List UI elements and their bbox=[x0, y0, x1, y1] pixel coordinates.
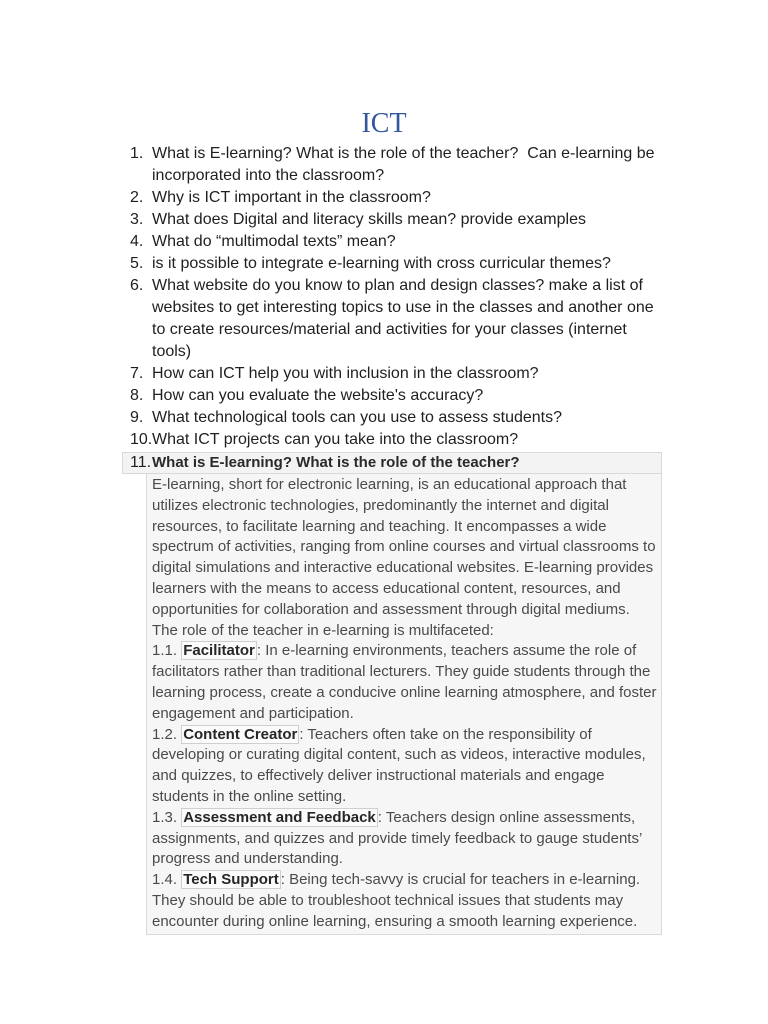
question-item bbox=[130, 407, 670, 429]
answer-line bbox=[152, 787, 656, 808]
question-number: 6. bbox=[130, 277, 144, 294]
question-item bbox=[130, 385, 670, 407]
question-item bbox=[130, 187, 670, 209]
question-number: 3. bbox=[130, 211, 144, 228]
question-item bbox=[130, 231, 670, 253]
answer-heading-row bbox=[122, 452, 662, 474]
answer-line bbox=[152, 475, 656, 496]
text-segment: learners with the means to access educational content, resources, and bbox=[152, 579, 621, 597]
text-segment: : Being tech-savvy is crucial for teachers in e-learning. bbox=[280, 871, 641, 889]
text-line: What do “multimodal texts” mean? bbox=[152, 233, 396, 250]
answer-line bbox=[152, 496, 656, 517]
text-line: How can ICT help you with inclusion in the classroom? bbox=[152, 365, 539, 382]
question-text bbox=[152, 143, 670, 187]
answer-line bbox=[152, 662, 656, 683]
text-line: What does Digital and literacy skills mean? provide examples bbox=[152, 211, 586, 228]
text-line: incorporated into the classroom? bbox=[152, 167, 385, 184]
question-number: 1. bbox=[130, 145, 144, 162]
answer-line bbox=[152, 808, 656, 829]
question-text bbox=[152, 187, 670, 209]
question-text bbox=[152, 231, 670, 253]
text-line: What technological tools can you use to assess students? bbox=[152, 409, 563, 426]
text-segment: They should be able to troubleshoot technical issues that students may bbox=[152, 891, 624, 909]
question-number: 2. bbox=[130, 189, 144, 206]
text-segment: : Teachers design online assessments, bbox=[377, 808, 636, 826]
answer-body bbox=[146, 473, 662, 935]
question-item bbox=[130, 143, 670, 187]
key-term: Facilitator bbox=[183, 642, 255, 660]
text-segment: opportunities for collaboration and assessment through digital mediums. bbox=[152, 600, 630, 618]
document-title: ICT bbox=[361, 108, 407, 139]
text-segment: resources, to facilitate learning and teaching. It encompasses a wide bbox=[152, 517, 607, 535]
question-text bbox=[152, 385, 670, 407]
text-line: tools) bbox=[152, 343, 192, 360]
answer-line bbox=[152, 621, 656, 642]
text-line: What website do you know to plan and design classes? make a list of bbox=[152, 277, 643, 294]
text-line: What ICT projects can you take into the classroom? bbox=[152, 431, 519, 448]
text-segment: : In e-learning environments, teachers assume the role of bbox=[256, 642, 637, 660]
question-item bbox=[130, 275, 670, 363]
text-line: What is E-learning? What is the role of the teacher? Can e-learning be bbox=[152, 145, 655, 162]
text-segment: 1.1. bbox=[152, 642, 182, 660]
answer-number: 11. bbox=[130, 454, 152, 471]
answer-line bbox=[152, 641, 656, 662]
text-line: websites to get interesting topics to use in the classes and another one bbox=[152, 299, 654, 316]
answer-line bbox=[152, 600, 656, 621]
text-segment: utilizes electronic technologies, predominantly the internet and digital bbox=[152, 496, 609, 514]
text-segment: assignments, and quizzes and provide timely feedback to gauge students’ bbox=[152, 829, 643, 847]
answer-line bbox=[152, 683, 656, 704]
text-segment: digital simulations and interactive educational websites. E-learning provides bbox=[152, 559, 654, 577]
question-text bbox=[152, 253, 670, 275]
text-segment: 1.2. bbox=[152, 725, 182, 743]
question-list bbox=[130, 143, 670, 451]
question-item bbox=[130, 209, 670, 231]
answer-line bbox=[152, 537, 656, 558]
text-segment: : Teachers often take on the responsibility of bbox=[299, 725, 592, 743]
text-segment: engagement and participation. bbox=[152, 704, 354, 722]
text-segment: developing or curating digital content, such as videos, interactive modules, bbox=[152, 746, 646, 764]
answer-line bbox=[152, 579, 656, 600]
text-segment: 1.4. bbox=[152, 871, 182, 889]
key-term: Tech Support bbox=[183, 871, 279, 889]
text-segment: The role of the teacher in e-learning is multifaceted: bbox=[152, 621, 494, 639]
answer-line bbox=[152, 891, 656, 912]
text-segment: and quizzes, to effectively deliver instructional materials and engage bbox=[152, 767, 605, 785]
answer-line bbox=[152, 558, 656, 579]
question-number: 8. bbox=[130, 387, 144, 404]
answer-line bbox=[152, 745, 656, 766]
text-line: How can you evaluate the website's accuracy? bbox=[152, 387, 484, 404]
answer-line bbox=[152, 829, 656, 850]
answer-line bbox=[152, 912, 656, 933]
question-number: 4. bbox=[130, 233, 144, 250]
answer-heading: What is E-learning? What is the role of the teacher? bbox=[152, 454, 520, 471]
answer-line bbox=[152, 725, 656, 746]
key-term: Content Creator bbox=[183, 725, 298, 743]
text-segment: encounter during online learning, ensuring a smooth learning experience. bbox=[152, 912, 638, 930]
question-number: 5. bbox=[130, 255, 144, 272]
question-item bbox=[130, 363, 670, 385]
text-segment: progress and understanding. bbox=[152, 850, 343, 868]
text-segment: spectrum of activities, ranging from online courses and virtual classrooms to bbox=[152, 538, 656, 556]
answer-line bbox=[152, 517, 656, 538]
question-text bbox=[152, 363, 670, 385]
question-number: 7. bbox=[130, 365, 144, 382]
text-segment: 1.3. bbox=[152, 808, 182, 826]
text-segment: E-learning, short for electronic learning, is an educational approach that bbox=[152, 476, 627, 493]
question-number: 10. bbox=[130, 431, 153, 448]
question-item bbox=[130, 429, 670, 451]
text-segment: facilitators rather than traditional lecturers. They guide students through the bbox=[152, 663, 651, 681]
text-line: is it possible to integrate e-learning with cross curricular themes? bbox=[152, 255, 611, 272]
text-line: Why is ICT important in the classroom? bbox=[152, 189, 431, 206]
text-line: to create resources/material and activities for your classes (internet bbox=[152, 321, 627, 338]
text-segment: students in the online setting. bbox=[152, 787, 347, 805]
question-text bbox=[152, 429, 670, 451]
answer-line bbox=[152, 849, 656, 870]
key-term: Assessment and Feedback bbox=[183, 808, 376, 826]
question-text bbox=[152, 407, 670, 429]
answer-line bbox=[152, 870, 656, 891]
question-item bbox=[130, 253, 670, 275]
question-number: 9. bbox=[130, 409, 144, 426]
text-segment: learning process, create a conducive online learning atmosphere, and foster bbox=[152, 683, 657, 701]
question-text bbox=[152, 275, 670, 363]
answer-line bbox=[152, 766, 656, 787]
answer-line bbox=[152, 704, 656, 725]
question-text bbox=[152, 209, 670, 231]
